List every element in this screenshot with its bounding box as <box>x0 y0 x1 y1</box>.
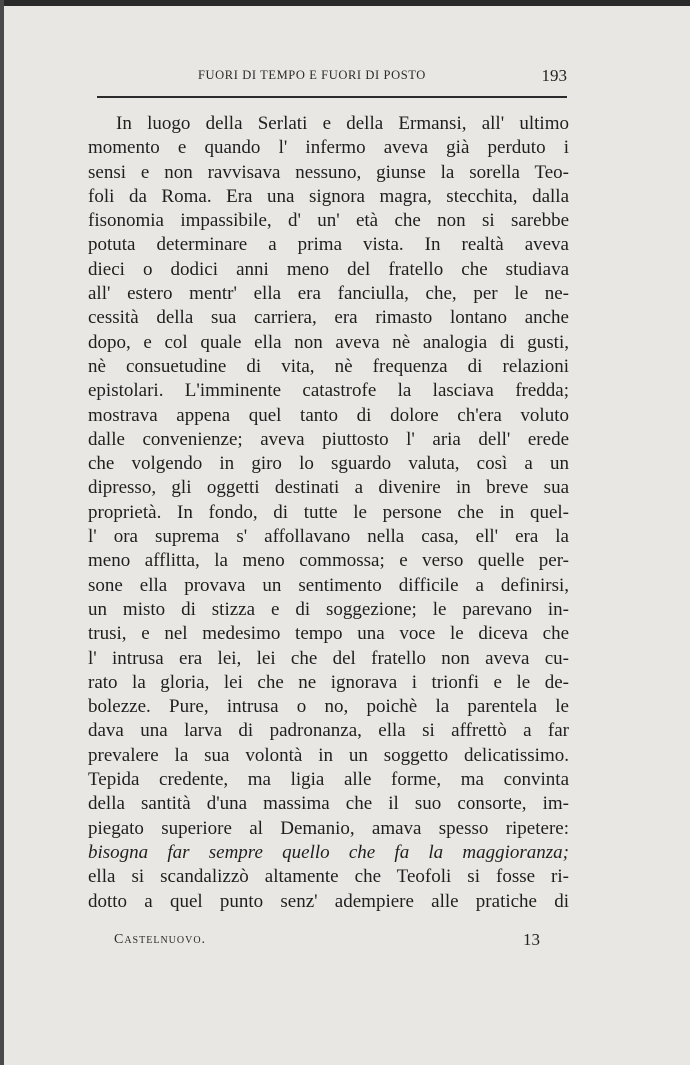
text-line: dalle convenienze; aveva piuttosto l' aria dell' erede <box>88 428 569 450</box>
text-line: della santità d'una massima che il suo consorte, im- <box>88 793 569 815</box>
text-line: cessità della sua carriera, era rimasto lontano anche <box>88 307 569 329</box>
text-line: sone ella provava un sentimento difficile a definirsi, <box>88 574 569 596</box>
text-line: dava una larva di padronanza, ella si affrettò a far <box>88 720 569 742</box>
text-line: fisonomia impassibile, d' un' età che non si sarebbe <box>88 210 569 232</box>
text-line: mostrava appena quel tanto di dolore ch'era voluto <box>88 404 569 426</box>
running-head <box>112 66 567 90</box>
text-line: rato la gloria, lei che ne ignorava i trionfi e le de- <box>88 671 569 693</box>
text-line: prevalere la sua volontà in un soggetto delicatissimo. <box>88 744 569 766</box>
text-line: che volgendo in giro lo sguardo valuta, così a un <box>88 453 569 475</box>
text-line: un misto di stizza e di soggezione; le parevano in- <box>88 598 569 620</box>
text-line: momento e quando l' infermo aveva già perduto i <box>88 137 569 159</box>
running-title: FUORI DI TEMPO E FUORI DI POSTO <box>198 68 426 82</box>
text-line: all' estero mentr' ella era fanciulla, che, per le ne- <box>88 283 569 305</box>
text-line: sensi e non ravvisava nessuno, giunse la sorella Teo- <box>88 161 569 183</box>
header-rule <box>97 96 567 98</box>
signature-author: Castelnuovo. <box>114 932 207 947</box>
text-line: proprietà. In fondo, di tutte le persone che in quel- <box>88 501 569 523</box>
page-top-edge <box>0 0 690 6</box>
text-line: ella si scandalizzò altamente che Teofoli si fosse ri- <box>88 866 569 888</box>
text-line: l' ora suprema s' affollavano nella casa, ell' era la <box>88 526 569 548</box>
text-line: dotto a quel punto senz' adempiere alle pratiche di <box>88 890 569 912</box>
page-footer <box>114 932 540 954</box>
text-line: dipresso, gli oggetti destinati a divenire in breve sua <box>88 477 569 499</box>
page-binding-edge <box>0 0 4 1065</box>
text-line: piegato superiore al Demanio, amava spesso ripetere: <box>88 817 569 839</box>
signature-mark: 13 <box>523 930 540 949</box>
text-line: trusi, e nel medesimo tempo una voce le diceva che <box>88 623 569 645</box>
text-line: dieci o dodici anni meno del fratello che studiava <box>88 258 569 280</box>
body-paragraph <box>88 112 569 914</box>
italic-quote-line: bisogna far sempre quello che fa la maggioranza; <box>88 841 569 863</box>
text-line: nè consuetudine di vita, nè frequenza di relazioni <box>88 355 569 377</box>
page-number: 193 <box>541 66 567 85</box>
text-line: potuta determinare a prima vista. In realtà aveva <box>88 234 569 256</box>
text-line: epistolari. L'imminente catastrofe la lasciava fredda; <box>88 380 569 402</box>
text-line: In luogo della Serlati e della Ermansi, all' ultimo <box>116 113 569 134</box>
text-line: Tepida credente, ma ligia alle forme, ma convinta <box>88 769 569 791</box>
text-line: l' intrusa era lei, lei che del fratello non aveva cu- <box>88 647 569 669</box>
text-line: bolezze. Pure, intrusa o no, poichè la parentela le <box>88 696 569 718</box>
text-line: dopo, e col quale ella non aveva nè analogia di gusti, <box>88 331 569 353</box>
text-line: meno afflitta, la meno commossa; e verso quelle per- <box>88 550 569 572</box>
text-line: foli da Roma. Era una signora magra, stecchita, dalla <box>88 185 569 207</box>
